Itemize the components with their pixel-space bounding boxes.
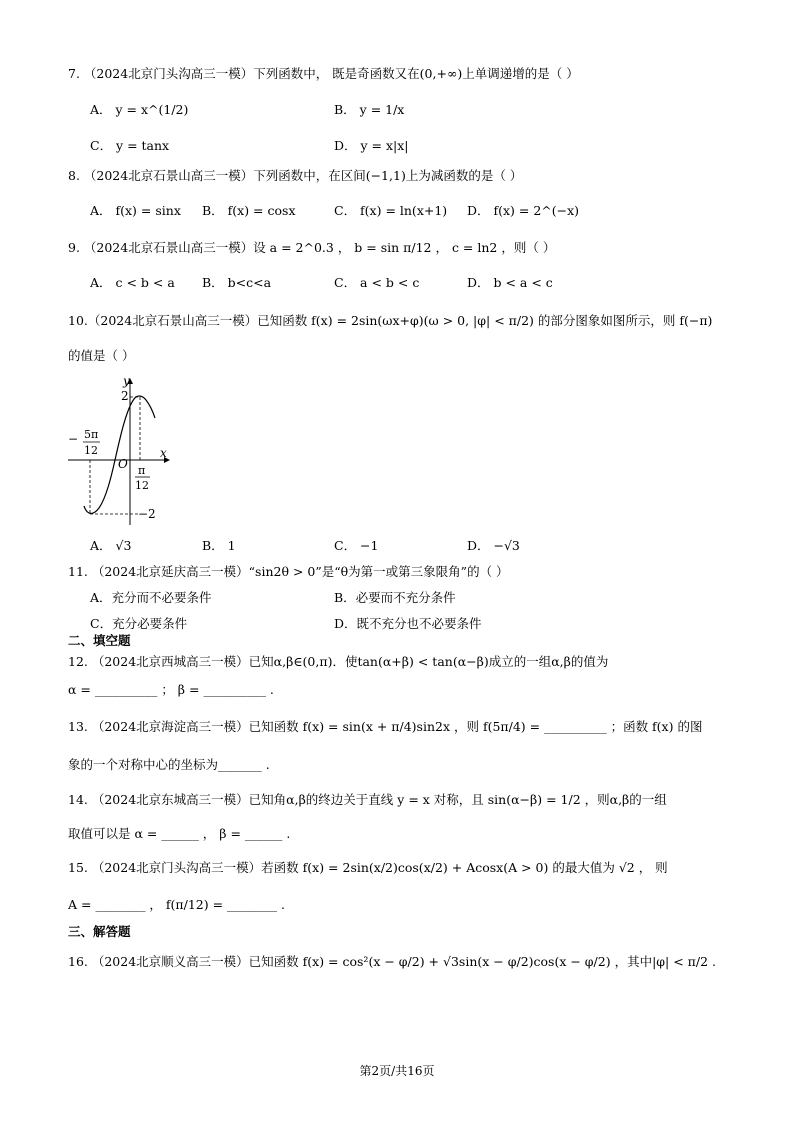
q10-stem: 10.（2024北京石景山高三一模）已知函数 f(x) = 2sin(ωx+φ)(ω > 0, |φ| < π/2) 的部分图象如图所示，则 f(−π) (68, 313, 713, 328)
q7-option-b: B． y = 1/x (334, 102, 405, 117)
q9-option-a: A． c < b < a (90, 275, 175, 290)
q8-option-b: B． f(x) = cosx (202, 203, 296, 218)
q7-option-c: C． y = tanx (90, 138, 170, 153)
graph-max-label: 2 (121, 389, 129, 403)
q8-stem: 8. （2024北京石景山高三一模）下列函数中，在区间(−1,1)上为减函数的是（ ） (68, 168, 523, 183)
q11-stem: 11. （2024北京延庆高三一模）“sin2θ > 0”是“θ为第一或第三象限角”的（ ） (68, 564, 509, 579)
q10-sine-graph (66, 370, 176, 530)
q10-option-d: D． −√3 (467, 538, 520, 553)
graph-x-label: x (160, 446, 167, 460)
q11-option-b: B．必要而不充分条件 (334, 590, 456, 605)
q8-option-c: C． f(x) = ln(x+1) (334, 203, 448, 218)
q14-line1: 14. （2024北京东城高三一模）已知角α,β的终边关于直线 y = x 对称，且 sin(α−β) = 1/2 ，则α,β的一组 (68, 792, 667, 807)
graph-right-tick-num: π (138, 464, 146, 477)
q8-option-a: A． f(x) = sinx (90, 203, 181, 218)
q11-option-c: C．充分必要条件 (90, 616, 188, 631)
q8-option-d: D． f(x) = 2^(−x) (467, 203, 580, 218)
q10-option-a: A． √3 (90, 538, 132, 553)
q9-option-d: D． b < a < c (467, 275, 553, 290)
q9-option-b: B． b<c<a (202, 275, 272, 290)
q13-line2: 象的一个对称中心的坐标为_______ . (68, 757, 270, 772)
graph-right-tick-den: 12 (135, 479, 149, 492)
q7-stem: 7. （2024北京门头沟高三一模）下列函数中， 既是奇函数又在(0,+∞)上单调递增的是（ ） (68, 66, 579, 81)
graph-left-tick-sign: − (68, 432, 79, 446)
q11-option-d: D．既不充分也不必要条件 (334, 616, 482, 631)
graph-min-label: −2 (138, 507, 156, 521)
section-answer-title: 三、解答题 (68, 924, 131, 939)
graph-origin-label: O (118, 457, 128, 471)
graph-left-tick-den: 12 (84, 444, 98, 457)
graph-y-label: y (123, 374, 130, 388)
q9-option-c: C． a < b < c (334, 275, 420, 290)
section-fill-blank-title: 二、填空题 (68, 633, 131, 648)
page-number: 第2页/共16页 (359, 1064, 435, 1078)
q16-line1: 16. （2024北京顺义高三一模）已知函数 f(x) = cos²(x − φ/2) + √3sin(x − φ/2)cos(x − φ/2) ，其中|φ| < π/2 . (68, 954, 716, 969)
q11-option-a: A．充分而不必要条件 (90, 590, 212, 605)
q7-option-a: A． y = x^(1/2) (90, 102, 189, 117)
q10-stem-cont: 的值是（ ） (68, 348, 135, 363)
q10-option-b: B． 1 (202, 538, 236, 553)
graph-left-tick-num: 5π (84, 428, 99, 441)
q13-line1: 13. （2024北京海淀高三一模）已知函数 f(x) = sin(x + π/4)sin2x ，则 f(5π/4) = __________ ；函数 f(x) 的图 (68, 719, 703, 734)
q12-line2: α = __________ ； β = __________ . (68, 682, 274, 697)
q14-line2: 取值可以是 α = ______ ， β = ______ . (68, 826, 291, 841)
q9-stem: 9. （2024北京石景山高三一模）设 a = 2^0.3 ， b = sin π/12 ， c = ln2 ，则（ ） (68, 240, 556, 255)
q12-line1: 12. （2024北京西城高三一模）已知α,β∈(0,π)．使tan(α+β) < tan(α−β)成立的一组α,β的值为 (68, 654, 609, 669)
q10-option-c: C． −1 (334, 538, 379, 553)
q15-line2: A = ________ ， f(π/12) = ________ . (68, 897, 285, 912)
q15-line1: 15. （2024北京门头沟高三一模）若函数 f(x) = 2sin(x/2)cos(x/2) + Acosx(A > 0) 的最大值为 √2 ， 则 (68, 860, 668, 875)
q7-option-d: D． y = x|x| (334, 138, 409, 153)
